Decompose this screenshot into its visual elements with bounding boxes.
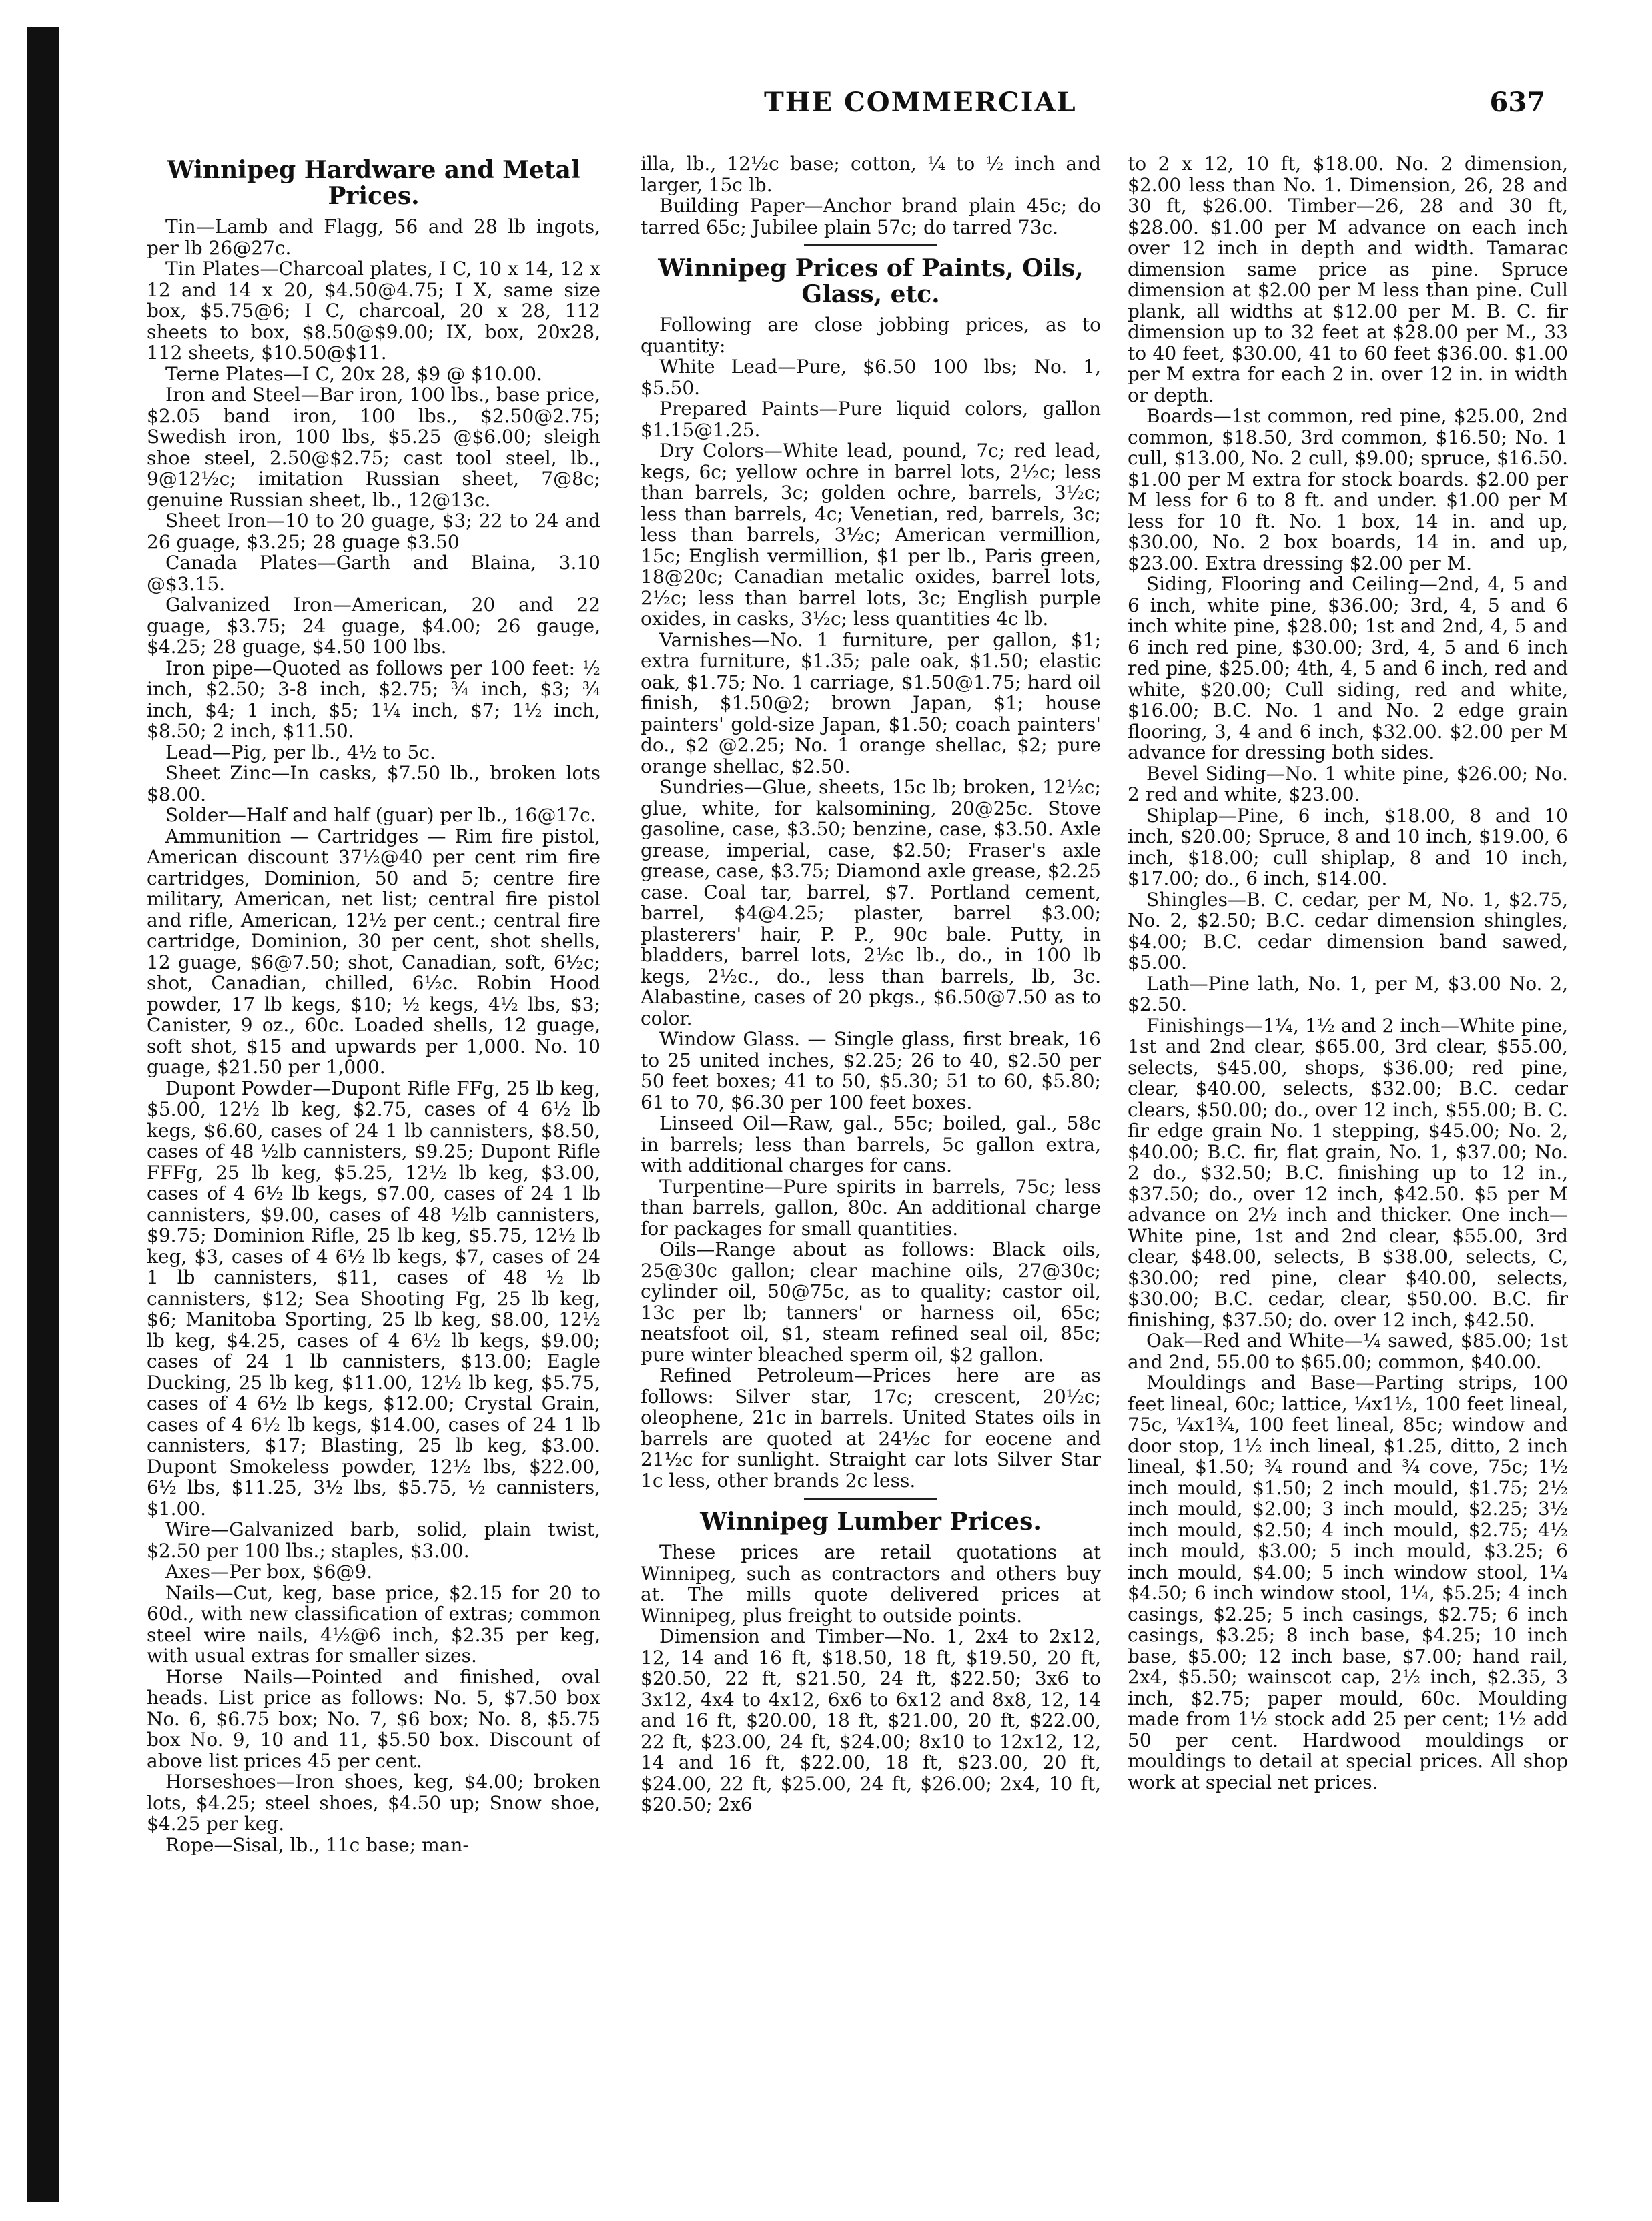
price-entry: Building Paper—Anchor brand plain 45c; do tarred 65c; Jubilee plain 57c; do tarred 73c.: [641, 195, 1101, 238]
price-entry: Horseshoes—Iron shoes, keg, $4.00; broken lots, $4.25; steel shoes, $4.50 up; Snow shoe, $4.25 per keg.: [147, 1771, 600, 1835]
page-number: 637: [1489, 87, 1545, 118]
paint-price-list: [641, 314, 1101, 1491]
column-paints-lumber: [641, 153, 1101, 2195]
price-entry: Galvanized Iron—American, 20 and 22 guage, $3.75; 24 guage, $4.00; 26 gauge, $4.25; 28 guage, $4.50 100 lbs.: [147, 594, 600, 658]
price-entry: Dupont Powder—Dupont Rifle FFg, 25 lb keg, $5.00, 12½ lb keg, $2.75, cases of 4 6½ lb kegs, $6.60, cases of 24 1 lb cannisters, $8.50, cases of 48 ½lb cannisters, $9.25; Dupont Rifle FFFg, 25 lb keg, $5.25, 12½ lb keg, $3.00, cases of 4 6½ lb kegs, $7.00, cases of 24 1 lb cannisters, $9.00, cases of 48 ½lb cannisters, $9.75; Dominion Rifle, 25 lb keg, $5.75, 12½ lb keg, $3, cases of 4 6½ lb kegs, $7, cases of 24 1 lb cannisters, $11, cases of 48 ½ lb cannisters, $12; Sea Shooting Fg, 25 lb keg, $6; Manitoba Sporting, 25 lb keg, $8.00, 12½ lb keg, $4.25, cases of 4 6½ lb kegs, $9.00; cases of 24 1 lb cannisters, $13.00; Eagle Ducking, 25 lb keg, $11.00, 12½ lb keg, $5.75, cases of 4 6½ lb kegs, $12.00; Crystal Grain, cases of 4 6½ lb kegs, $14.00, cases of 24 1 lb cannisters, $17; Blasting, 25 lb keg, $3.00. Dupont Smokeless powder, 12½ lbs, $22.00, 6½ lbs, $11.25, 3½ lbs, $5.75, ½ cannisters, $1.00.: [147, 1077, 600, 1520]
price-entry: illa, lb., 12½c base; cotton, ¼ to ½ inch and larger, 15c lb.: [641, 153, 1101, 196]
price-entry: Linseed Oil—Raw, gal., 55c; boiled, gal., 58c in barrels; less than barrels, 5c gallon extra, with additional charges for cans.: [641, 1112, 1101, 1176]
price-entry: Wire—Galvanized barb, solid, plain twist, $2.50 per 100 lbs.; staples, $3.00.: [147, 1518, 600, 1562]
price-entry: Sheet Zinc—In casks, $7.50 lb., broken lots $8.00.: [147, 762, 600, 805]
price-entry: Tin—Lamb and Flagg, 56 and 28 lb ingots, per lb 26@27c.: [147, 215, 600, 259]
column-lumber-continued: [1128, 153, 1568, 2195]
price-entry: Sheet Iron—10 to 20 guage, $3; 22 to 24 and 26 guage, $3.25; 28 guage $3.50: [147, 510, 600, 553]
price-entry: Boards—1st common, red pine, $25.00, 2nd common, $18.50, 3rd common, $16.50; No. 1 cull, $13.00, No. 2 cull, $9.00; spruce, $16.50. $1.00 per M extra for stock boards. $2.00 per M less for 6 to 8 ft. and under. $1.00 per M less for 10 ft. No. 1 box, 14 in. and up, $30.00, No. 2 box boards, 14 in. and up, $23.00. Extra dressing $2.00 per M.: [1128, 405, 1568, 574]
section-divider: [804, 1498, 937, 1500]
price-entry: Sundries—Glue, sheets, 15c lb; broken, 12½c; glue, white, for kalsomining, 20@25c. Stove gasoline, case, $3.50; benzine, case, $3.50. Axle grease, imperial, case, $2.50; Fraser's axle grease, case, $3.75; Diamond axle grease, $2.25 case. Coal tar, barrel, $7. Portland cement, barrel, $4@4.25; plaster, barrel $3.00; plasterers' hair, P. P., 90c bale. Putty, in bladders, barrel lots, 2½c lb., do., in 100 lb kegs, 2½c., do., less than barrels, lb, 3c. Alabastine, cases of 20 pkgs., $6.50@7.50 as to color.: [641, 776, 1101, 1029]
price-entry: Shiplap—Pine, 6 inch, $18.00, 8 and 10 inch, $20.00; Spruce, 8 and 10 inch, $19.00, 6 inch, $18.00; cull shiplap, 8 and 10 inch, $17.00; do., 6 inch, $14.00.: [1128, 804, 1568, 889]
price-entry: Terne Plates—I C, 20x 28, $9 @ $10.00.: [165, 362, 542, 385]
running-title: THE COMMERCIAL: [764, 87, 1077, 118]
section-heading-paints: Winnipeg Prices of Paints, Oils, Glass, etc.: [658, 254, 1084, 308]
price-entry: Oils—Range about as follows: Black oils, 25@30c gallon; clear machine oils, 27@30c; cylinder oil, 50@75c, as to quality; castor oil, 13c per lb; tanners' or harness oil, 65c; neatsfoot oil, $1, steam refined seal oil, 85c; pure winter bleached sperm oil, $2 gallon.: [641, 1238, 1101, 1366]
price-entry: Dimension and Timber—No. 1, 2x4 to 2x12, 12, 14 and 16 ft, $18.50, 18 ft, $19.50, 20 ft, $20.50, 22 ft, $21.50, 24 ft, $22.50; 3x6 to 3x12, 4x4 to 4x12, 6x6 to 6x12 and 8x8, 12, 14 and 16 ft, $20.00, 18 ft, $21.00, 20 ft, $22.00, 22 ft, $23.00, 24 ft, $24.00; 8x10 to 12x12, 12, 14 and 16 ft, $22.00, 18 ft, $23.00, 20 ft, $24.00, 22 ft, $25.00, 24 ft, $26.00; 2x4, 10 ft, $20.50; 2x6: [641, 1625, 1101, 1815]
price-entry: White Lead—Pure, $6.50 100 lbs; No. 1, $5.50.: [641, 356, 1101, 399]
price-entry: Siding, Flooring and Ceiling—2nd, 4, 5 and 6 inch, white pine, $36.00; 3rd, 4, 5 and 6 inch white pine, $28.00; 1st and 2nd, 4, 5 and 6 inch red pine, $30.00; 3rd, 4, 5 and 6 inch red pine, $25.00; 4th, 4, 5 and 6 inch, red and white, $20.00; Cull siding, red and white, $16.00; B.C. No. 1 and No. 2 edge grain flooring, 3, 4 and 6 inch, $32.00. $2.00 per M advance for dressing both sides.: [1128, 573, 1568, 763]
price-entry: Lead—Pig, per lb., 4½ to 5c.: [165, 741, 436, 763]
price-entry: Turpentine—Pure spirits in barrels, 75c; less than barrels, gallon, 80c. An additional charge for packages for small quantities.: [641, 1175, 1101, 1240]
price-entry: Refined Petroleum—Prices here are as follows: Silver star, 17c; crescent, 20½c; oleophene, 21c in barrels. United States oils in barrels are quoted at 24½c for eocene and 21½c for sunlight. Straight car lots Silver Star 1c less, other brands 2c less.: [641, 1364, 1101, 1492]
price-entry: Following are close jobbing prices, as to quantity:: [641, 314, 1101, 357]
lumber-price-list: [641, 1542, 1101, 1815]
price-entry: Ammunition — Cartridges — Rim fire pistol, American discount 37½@40 per cent rim fire cartridges, Dominion, 50 and 5; centre fire military, American, net list; central fire pistol and rifle, American, 12½ per cent.; central fire cartridge, Dominion, 30 per cent, shot shells, 12 guage, $6@7.50; shot, Canadian, soft, 6½c; shot, Canadian, chilled, 6½c. Robin Hood powder, 17 lb kegs, $10; ½ kegs, 4½ lbs, $3; Canister, 9 oz., 60c. Loaded shells, 12 guage, soft shot, $15 and upwards per 1,000. No. 10 guage, $21.50 per 1,000.: [147, 825, 600, 1078]
price-entry: Iron and Steel—Bar iron, 100 lbs., base price, $2.05 band iron, 100 lbs., $2.50@2.75; Swedish iron, 100 lbs, $5.25 @$6.00; sleigh shoe steel, 2.50@$2.75; cast tool steel, lb., 9@12½c; imitation Russian sheet, 7@8c; genuine Russian sheet, lb., 12@13c.: [147, 384, 600, 511]
hardware-price-list-continued: [641, 153, 1101, 238]
price-entry: Shingles—B. C. cedar, per M, No. 1, $2.75, No. 2, $2.50; B.C. cedar dimension shingles, $4.00; B.C. cedar dimension band sawed, $5.00.: [1128, 888, 1568, 973]
section-divider: [804, 244, 937, 246]
price-entry: Solder—Half and half (guar) per lb., 16@17c.: [165, 804, 596, 826]
section-heading-hardware: Winnipeg Hardware and Metal Prices.: [167, 156, 580, 210]
binding-edge: [27, 27, 59, 2202]
price-entry: Varnishes—No. 1 furniture, per gallon, $1; extra furniture, $1.35; pale oak, $1.50; elastic oak, $1.75; No. 1 carriage, $1.50@1.75; hard oil finish, $1.50@2; brown Japan, $1; house painters' gold-size Japan, $1.50; coach painters' do., $2 @2.25; No. 1 orange shellac, $2; pure orange shellac, $2.50.: [641, 628, 1101, 777]
price-entry: Bevel Siding—No. 1 white pine, $26.00; No. 2 red and white, $23.00.: [1128, 762, 1568, 805]
price-entry: Rope—Sisal, lb., 11c base; man-: [165, 1833, 469, 1856]
price-entry: Mouldings and Base—Parting strips, 100 feet lineal, 60c; lattice, ¼x1½, 100 feet lineal, 75c, ¼x1¾, 100 feet lineal, 85c; window and door stop, 1½ inch lineal, $1.25, ditto, 2 inch lineal, $1.50; ¾ round and ¾ cove, 75c; 1½ inch mould, $1.50; 2 inch mould, $1.75; 2½ inch mould, $2.00; 3 inch mould, $2.25; 3½ inch mould, $2.50; 4 inch mould, $2.75; 4½ inch mould, $3.00; 5 inch mould, $3.25; 6 inch mould, $4.00; 5 inch window stool, 1¼ $4.50; 6 inch window stool, 1¼, $5.25; 4 inch casings, $2.25; 5 inch casings, $2.75; 6 inch casings, $3.25; 8 inch base, $4.25; 10 inch base, $5.00; 12 inch base, $7.00; hand rail, 2x4, $5.50; wainscot cap, 2½ inch, $2.35, 3 inch, $2.75; paper mould, 60c. Moulding made from 1½ stock add 25 per cent; 1½ add 50 per cent. Hardwood mouldings or mouldings to detail at special prices. All shop work at special net prices.: [1128, 1372, 1568, 1793]
price-entry: Horse Nails—Pointed and finished, oval heads. List price as follows: No. 5, $7.50 box No. 6, $6.75 box; No. 7, $6 box; No. 8, $5.75 box No. 9, 10 and 11, $5.50 box. Discount of above list prices 45 per cent.: [147, 1665, 600, 1772]
price-entry: Window Glass. — Single glass, first break, 16 to 25 united inches, $2.25; 26 to 40, $2.50 per 50 feet boxes; 41 to 50, $5.30; 51 to 60, $5.80; 61 to 70, $6.30 per 100 feet boxes.: [641, 1028, 1101, 1114]
price-entry: Iron pipe—Quoted as follows per 100 feet: ½ inch, $2.50; 3-8 inch, $2.75; ¾ inch, $3; ¾ inch, $4; 1 inch, $5; 1¼ inch, $7; 1½ inch, $8.50; 2 inch, $11.50.: [147, 656, 600, 742]
price-entry: Finishings—1¼, 1½ and 2 inch—White pine, 1st and 2nd clear, $65.00, 3rd clear, $55.00, selects, $45.00, shops, $36.00; red pine, clear, $40.00, selects, $32.00; B.C. cedar clears, $50.00; do., over 12 inch, $55.00; B. C. fir edge grain No. 1 stepping, $45.00; No. 2, $40.00; B.C. fir, flat grain, No. 1, $37.00; No. 2 do., $32.50; B.C. finishing up to 12 in., $37.50; do., over 12 inch, $42.50. $5 per M advance on 2½ inch and thicker. One inch—White pine, 1st and 2nd clear, $55.00, 3rd clear, $48.00, selects, B $38.00, selects, C, $30.00; red pine, clear $40.00, selects, $30.00; B.C. cedar, clear, $50.00. B.C. fir finishing, $37.50; do. over 12 inch, $42.50.: [1128, 1014, 1568, 1331]
price-entry: Prepared Paints—Pure liquid colors, gallon $1.15@1.25.: [641, 398, 1101, 441]
price-entry: Lath—Pine lath, No. 1, per M, $3.00 No. 2, $2.50.: [1128, 972, 1568, 1015]
column-hardware-prices: [147, 153, 600, 2195]
page-header: [0, 87, 1652, 127]
price-entry: These prices are retail quotations at Winnipeg, such as contractors and others buy at. The mills quote delivered prices at Winnipeg, plus freight to outside points.: [641, 1541, 1101, 1627]
lumber-price-list-continued: [1128, 153, 1568, 1793]
section-heading-lumber: Winnipeg Lumber Prices.: [700, 1508, 1042, 1536]
hardware-price-list: [147, 216, 600, 1855]
price-entry: Axes—Per box, $6@9.: [165, 1561, 373, 1583]
price-entry: Oak—Red and White—¼ sawed, $85.00; 1st and 2nd, 55.00 to $65.00; common, $40.00.: [1128, 1330, 1568, 1373]
price-entry: to 2 x 12, 10 ft, $18.00. No. 2 dimension, $2.00 less than No. 1. Dimension, 26, 28 and 30 ft, $26.00. Timber—26, 28 and 30 ft, $28.00. $1.00 per M advance on each inch over 12 inch in depth and width. Tamarac dimension same price as pine. Spruce dimension at $2.00 per M less than pine. Cull plank, all widths at $12.00 per M. B. C. fir dimension up to 32 feet at $28.00 per M., 33 to 40 feet, $30.00, 41 to 60 feet $36.00. $1.00 per M extra for each 2 in. over 12 in. in width or depth.: [1128, 153, 1568, 406]
price-entry: Canada Plates—Garth and Blaina, 3.10 @$3.15.: [147, 552, 600, 595]
price-entry: Tin Plates—Charcoal plates, I C, 10 x 14, 12 x 12 and 14 x 20, $4.50@4.75; I X, same size box, $5.75@6; I C, charcoal, 20 x 28, 112 sheets to box, $8.50@$9.00; IX, box, 20x28, 112 sheets, $10.50@$11.: [147, 258, 600, 364]
price-entry: Nails—Cut, keg, base price, $2.15 for 20 to 60d., with new classification of extras; common steel wire nails, 4½@6 inch, $2.35 per keg, with usual extras for smaller sizes.: [147, 1581, 600, 1667]
price-entry: Dry Colors—White lead, pound, 7c; red lead, kegs, 6c; yellow ochre in barrel lots, 2½c; less than barrels, 3c; golden ochre, barrels, 3½c; less than barrels, 4c; Venetian, red, barrels, 3c; less than barrels, 3½c; American vermillion, 15c; English vermillion, $1 per lb., Paris green, 18@20c; Canadian metalic oxides, barrel lots, 2½c; less than barrel lots, 3c; English purple oxides, in casks, 3½c; less quantities 4c lb.: [641, 440, 1101, 630]
